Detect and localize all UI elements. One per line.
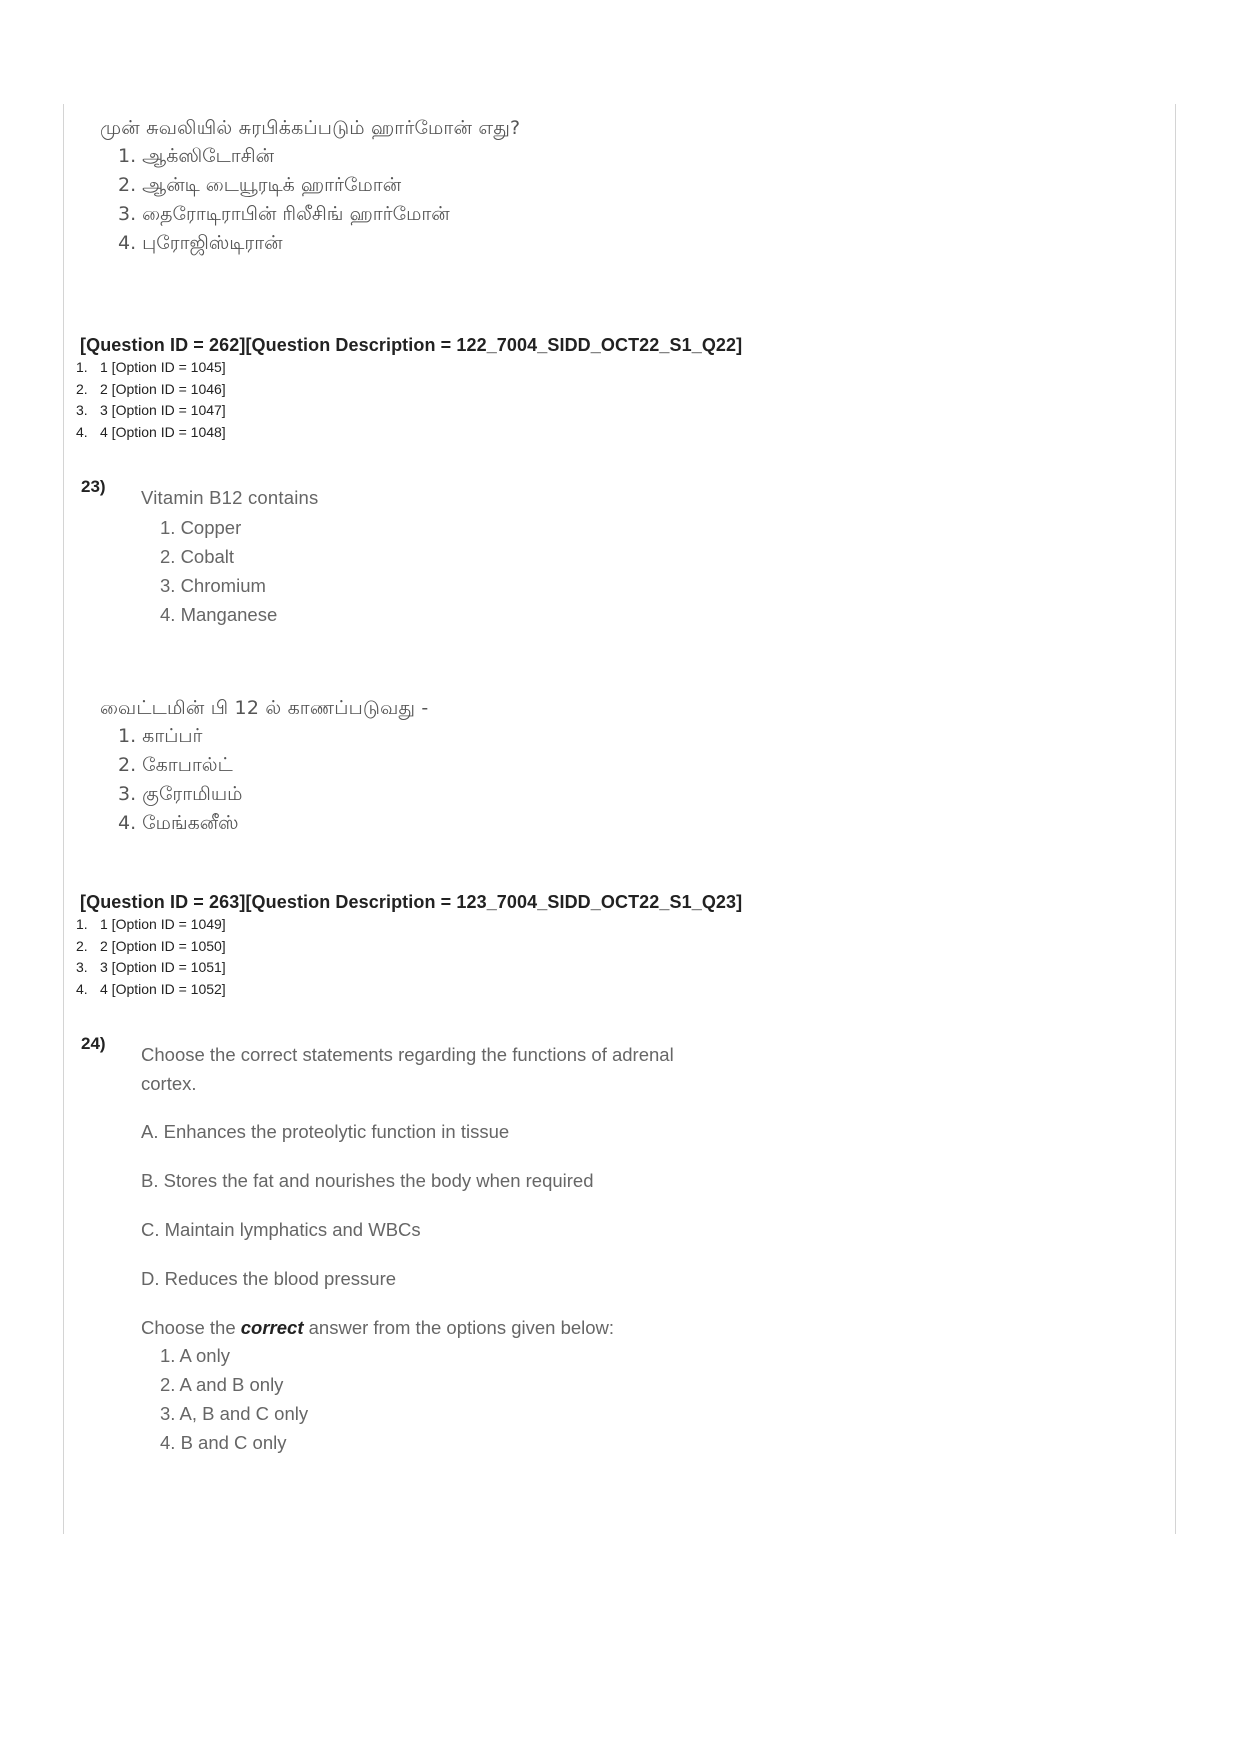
q23-tamil-option-2: 2. கோபால்ட் [118,754,233,776]
q22-tamil-options [118,142,450,258]
option-text: 1 [Option ID = 1049] [100,916,226,932]
q24-option-1: 1. A only [160,1345,230,1366]
option-text: 4 [Option ID = 1052] [100,980,226,997]
q22-tamil-option-4: 4. புரோஜிஸ்டிரான் [118,232,283,254]
q23-tamil-option-4: 4. மேங்கனீஸ் [118,812,239,834]
option-num: 3. [76,402,88,418]
page-border-right [1175,104,1176,1534]
page-border-left [63,104,64,1534]
q24-statement-d: D. Reduces the blood pressure [141,1268,397,1289]
q23-meta-options [76,914,226,1000]
q24-choose-instruction [141,1313,614,1342]
q23-question: Vitamin B12 contains [141,487,319,508]
q24-question [141,1040,674,1098]
option-num: 4. [76,980,88,997]
q23-option-4: 4. Manganese [160,604,278,625]
q22-meta-option-1 [76,357,226,379]
choose-bold: correct [240,1317,304,1338]
choose-prefix: Choose the [141,1317,241,1338]
q22-meta-option-2 [76,379,226,401]
q22-tamil-option-3: 3. தைரோடிராபின் ரிலீசிங் ஹார்மோன் [118,203,450,225]
option-num: 4. [76,423,88,440]
option-text: 2 [Option ID = 1046] [100,380,226,397]
option-text: 3 [Option ID = 1051] [100,959,226,975]
q24-option-2: 2. A and B only [160,1374,284,1395]
q24-statement-a: A. Enhances the proteolytic function in tissue [141,1121,510,1142]
q23-tamil-option-3: 3. குரோமியம் [118,783,243,805]
q23-tamil-options [118,722,242,838]
option-text: 1 [Option ID = 1045] [100,359,226,375]
q23-meta-option-1 [76,914,226,936]
option-text: 3 [Option ID = 1047] [100,402,226,418]
q23-tamil-question: வைட்டமின் பி 12 ல் காணப்படுவது - [100,697,429,719]
q23-number: 23) [81,477,106,496]
q23-tamil-option-1: 1. காப்பர் [118,725,203,747]
q23-meta-option-2 [76,936,226,958]
q24-options [160,1341,308,1457]
option-num: 1. [76,916,88,932]
q22-meta-title: [Question ID = 262][Question Description = 122_7004_SIDD_OCT22_S1_Q22] [80,335,743,355]
option-num: 3. [76,959,88,975]
option-num: 2. [76,937,88,954]
q23-option-3: 3. Chromium [160,575,266,596]
q24-question-line-1: Choose the correct statements regarding the functions of adrenal [141,1044,674,1065]
q22-meta-option-4 [76,422,226,444]
option-text: 2 [Option ID = 1050] [100,937,226,954]
q23-meta-option-3 [76,957,226,979]
q23-options [160,513,277,629]
q22-tamil-option-2: 2. ஆன்டி டையூரடிக் ஹார்மோன் [118,174,402,196]
q23-option-2: 2. Cobalt [160,546,235,567]
q23-meta-title: [Question ID = 263][Question Description = 123_7004_SIDD_OCT22_S1_Q23] [80,892,743,912]
q24-option-4: 4. B and C only [160,1432,287,1453]
option-num: 2. [76,380,88,397]
choose-suffix: answer from the options given below: [303,1317,615,1338]
q24-statement-b: B. Stores the fat and nourishes the body when required [141,1170,594,1191]
q24-question-line-2: cortex. [141,1073,197,1094]
q22-meta-options [76,357,226,443]
q24-number: 24) [81,1034,106,1053]
q22-tamil-option-1: 1. ஆக்ஸிடோசின் [118,145,274,167]
q23-option-1: 1. Copper [160,517,242,538]
q23-meta-option-4 [76,979,226,1001]
q24-option-3: 3. A, B and C only [160,1403,309,1424]
option-num: 1. [76,359,88,375]
q22-meta-option-3 [76,400,226,422]
q22-tamil-question: முன் சுவலியில் சுரபிக்கப்படும் ஹார்மோன் எது? [100,117,521,139]
q24-statement-c: C. Maintain lymphatics and WBCs [141,1219,421,1240]
option-text: 4 [Option ID = 1048] [100,423,226,440]
